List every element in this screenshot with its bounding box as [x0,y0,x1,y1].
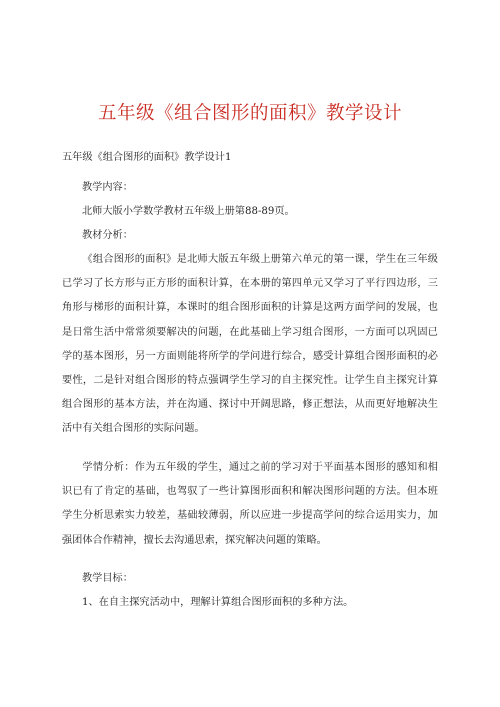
document-title: 五年级《组合图形的面积》教学设计 [97,103,402,124]
section-content-label: 教学内容： [82,182,133,193]
student-analysis-paragraph: 学情分析：作为五年级的学生，通过之前的学习对于平面基本图形的感知和相识已有了肯定的基础，也驾驭了一些计算图形面积和解决图形问题的方法。但本班学生分析思索实力较差，基础较薄弱，所以应进一步提高学问的综合运用实力，加强团体合作精神，擅长去沟通思索，探究解决问题的策略。 [62,462,438,546]
goal-item-1: 1、在自主探究活动中，理解计算组合图形面积的多种方法。 [82,597,354,608]
section-goal-label: 教学目标： [82,573,133,584]
section-content-text: 北师大版小学数学教材五年级上册第88-89页。 [82,206,295,217]
document-subtitle: 五年级《组合图形的面积》教学设计1 [62,152,232,163]
section-analysis-label: 教材分析： [82,230,133,241]
analysis-paragraph: 《组合图形的面积》是北师大版五年级上册第六单元的第一课，学生在三年级已学习了长方形与正方形的面积计算，在本册的第四单元又学习了平行四边形，三角形与梯形的面积计算，本课时的组合图形面积的计算是这两方面学问的发展，也是日常生活中常常须要解决的问题，在此基础上学习组合图形，一方面可以巩固已学的基本图形，另一方面则能将所学的学问进行综合，感受计算组合图形面积的必要性，二是针对组合图形的特点强调学生学习的自主探究性。让学生自主探究计算组合图形的基本方法，并在沟通、探讨中开阔思路，修正想法，从而更好地解决生活中有关组合图形的实际问题。 [62,254,438,435]
